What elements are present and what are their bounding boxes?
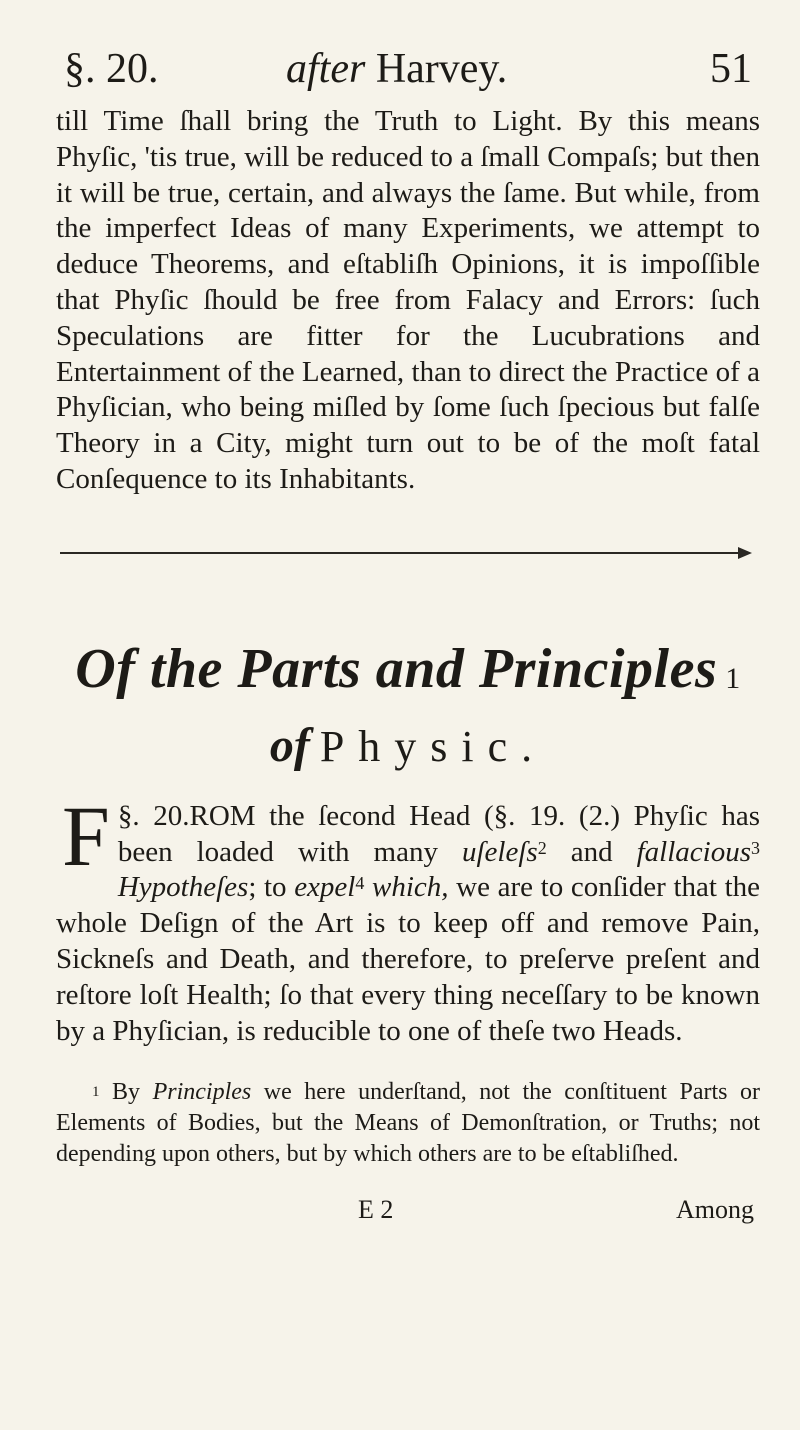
para2-text-4: ; to	[248, 871, 295, 904]
chapter-heading	[56, 636, 760, 702]
footnote-text-1: By	[99, 1079, 153, 1106]
page-foot	[56, 1194, 760, 1226]
para2-italic-fallacious: fallacious	[636, 835, 752, 868]
paragraph-section-20	[56, 787, 761, 1050]
divider-line	[60, 552, 738, 554]
chapter-heading-title: Of the Parts and Principles	[75, 637, 718, 700]
para2-text-6: we are to conſider that the whole Deſign of the Art is to keep off and remove Pain, Sickneſs and Death, and therefore, to preſerve preſent and reſtore loſt Health; ſo that every thing neceſſary to be known by a Phyſician, is reducible to one of theſe two Heads.	[56, 871, 761, 1047]
divider-arrow-icon	[738, 547, 752, 559]
signature-mark: E 2	[358, 1195, 394, 1225]
para2-text-1: ROM the ſecond Head (§. 19. (2.) Phyſic has been loaded with many	[117, 799, 761, 868]
running-head-section: §. 20.	[64, 46, 159, 92]
para2-text-5	[364, 871, 372, 903]
para2-italic-which: which,	[372, 871, 449, 904]
running-head-title	[286, 38, 507, 100]
running-head	[56, 38, 760, 100]
section-divider-rule	[60, 550, 752, 556]
drop-cap: F	[62, 787, 110, 884]
footnote-1	[56, 1077, 760, 1170]
catchword: Among	[676, 1195, 754, 1225]
footnote-italic-principles: Principles	[152, 1079, 252, 1106]
chapter-subheading	[56, 716, 760, 777]
para2-italic-expel: expel	[294, 871, 356, 904]
running-head-title-italic: after	[286, 46, 366, 92]
footnote-ref-2: 2	[537, 837, 547, 858]
footnote-ref-4: 4	[355, 873, 365, 894]
subheading-physic: Physic.	[319, 721, 547, 771]
para2-text-2: and	[546, 835, 637, 868]
subheading-of: of	[269, 718, 310, 772]
heading-footnote-mark: 1	[725, 661, 741, 695]
footnote-ref-3: 3	[751, 837, 761, 858]
section-number: §. 20.	[117, 799, 190, 832]
footnote-mark: 1	[92, 1084, 100, 1101]
page-number: 51	[710, 46, 752, 92]
footnote-text-2: we here underſtand, not the conſtituent Parts or Elements of Bodies, but the Means of Demonſtration, or Truths; not depending upon others, but by which others are to be eſtabliſhed.	[56, 1079, 760, 1168]
paragraph-continued: till Time ſhall bring the Truth to Light. By this means Phyſic, 'tis true, will be reduced to a ſmall Compaſs; but then it will be true, certain, and always the ſame. But while, from the imperfect Ideas of many Experiments, we attempt to deduce Theorems, and eſtabliſh Opinions, it is impoſſible that Phyſic ſhould be free from Falacy and Errors: ſuch Speculations are fitter for the Lucubrations and Entertainment of the Learned, than to direct the Practice of a Phyſician, who being miſled by ſome ſuch ſpecious but falſe Theory in a City, might turn out to be of the moſt fatal Conſequence to its Inhabitants.	[56, 105, 760, 495]
para2-italic-hypotheses: Hypotheſes	[117, 871, 249, 904]
para2-italic-useless: uſeleſs	[461, 835, 538, 868]
running-head-title-rest: Harvey.	[365, 46, 508, 92]
